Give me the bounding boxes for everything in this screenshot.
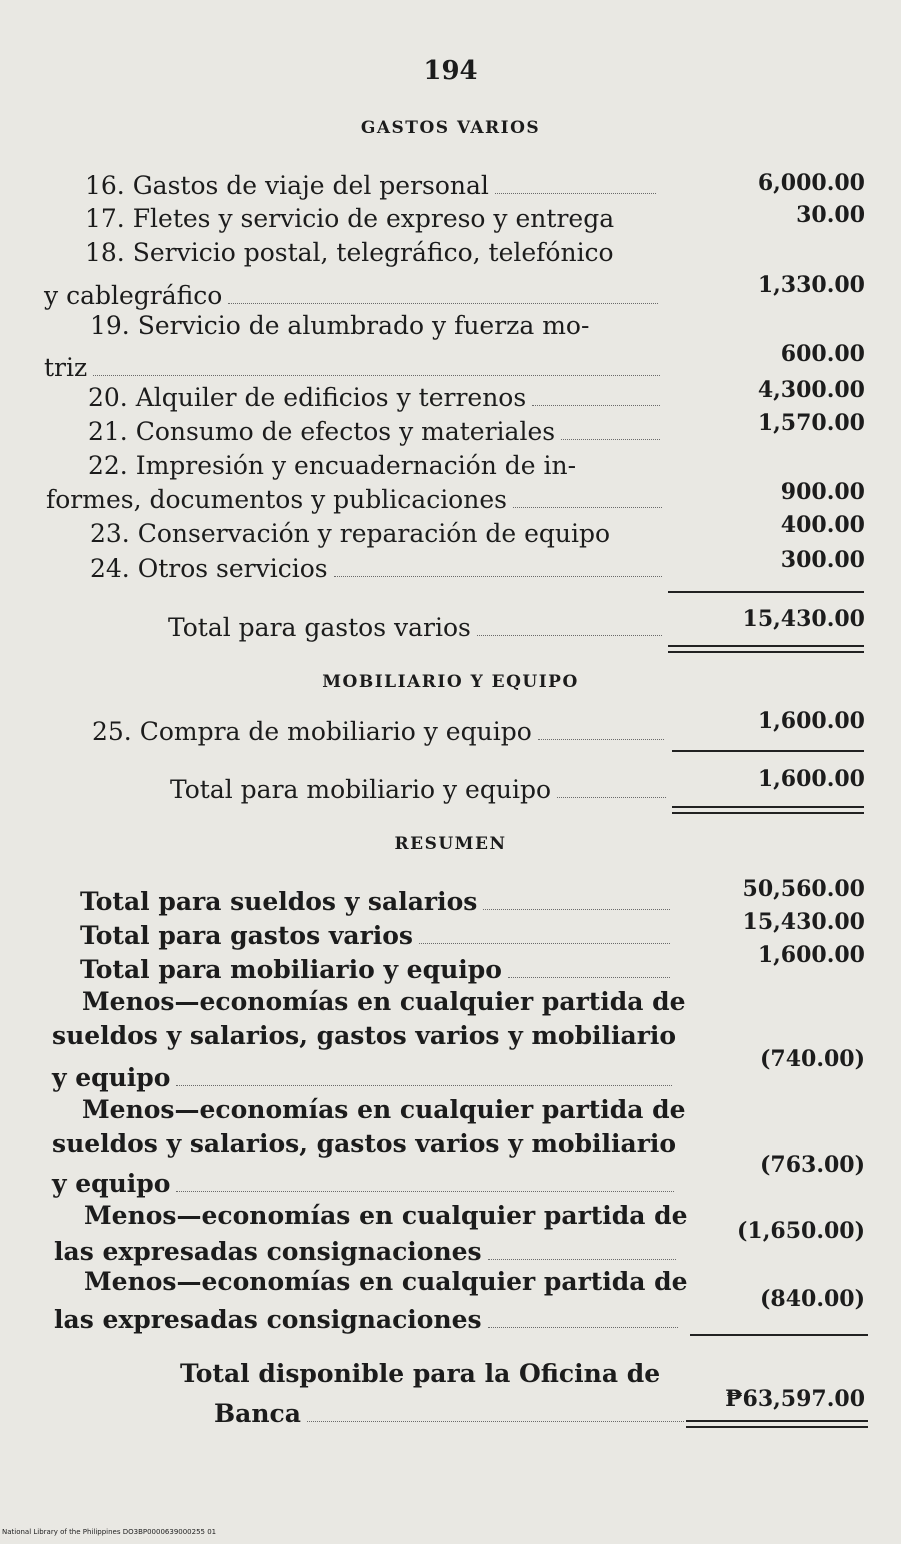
menos-2-line2 [52,1128,676,1160]
menos-3-label-1: Menos—economías en cualquier partida de [84,1201,688,1230]
resumen-mobiliario-amount: 1,600.00 [757,942,865,968]
item-22-label-1: 22. Impresión y encuadernación de in- [88,451,577,480]
item-18-line2 [44,280,662,312]
page-number: 194 [423,56,478,86]
menos-4-label-1: Menos—economías en cualquier partida de [84,1267,688,1296]
menos-1-amount: (740.00) [759,1046,865,1072]
leader-dots [513,507,662,508]
leader-dots [334,576,662,577]
leader-dots [557,797,666,798]
resumen-sueldos-amount: 50,560.00 [742,876,865,902]
item-25-label: 25. Compra de mobiliario y equipo [92,717,532,746]
leader-dots [483,909,670,910]
resumen-sueldos-label: Total para sueldos y salarios [80,887,478,916]
item-23 [90,518,610,550]
subtotal-rule [672,750,864,752]
item-22-label-2: formes, documentos y publicaciones [46,485,507,514]
leader-dots [488,1259,676,1260]
item-18-line1 [85,237,614,269]
total-disponible-line2 [214,1398,688,1430]
item-22-amount: 900.00 [780,479,865,505]
item-18-label-1: 18. Servicio postal, telegráfico, telefónico [85,238,614,267]
total-mobiliario [170,774,670,806]
resumen-mobiliario [80,954,674,986]
item-18-label-2: y cablegráfico [44,281,223,310]
item-16-label: 16. Gastos de viaje del personal [85,171,489,200]
total-gastos-label: Total para gastos varios [168,613,471,642]
scan-footer: National Library of the Philippines DO3BP0000639000255 01 [2,1528,217,1536]
menos-1-label-1: Menos—economías en cualquier partida de [82,987,686,1016]
item-23-label: 23. Conservación y reparación de equipo [90,519,611,548]
menos-3-line1 [84,1200,688,1232]
item-21-amount: 1,570.00 [757,410,865,436]
leader-dots [419,943,670,944]
item-20 [88,382,664,414]
total-disponible-label-1: Total disponible para la Oficina de [180,1359,661,1388]
total-disponible-label-2: Banca [214,1399,301,1428]
leader-dots [508,977,670,978]
item-19-amount: 600.00 [780,341,865,367]
item-19-line2 [44,352,664,384]
item-25 [92,716,668,748]
resumen-mobiliario-label: Total para mobiliario y equipo [80,955,502,984]
menos-1-label-3: y equipo [52,1063,171,1092]
item-17-label: 17. Fletes y servicio de expreso y entrega [85,204,615,233]
subtotal-rule [668,591,864,593]
total-disponible-line1 [180,1358,660,1390]
item-17 [85,203,614,235]
menos-2-amount: (763.00) [759,1152,865,1178]
resumen-gastos [80,920,674,952]
menos-2-label-2: sueldos y salarios, gastos varios y mobiliario [52,1129,677,1158]
resumen-gastos-amount: 15,430.00 [742,909,865,935]
item-16 [85,170,660,202]
section-title-resumen: RESUMEN [394,834,507,854]
item-17-amount: 30.00 [796,202,865,228]
menos-4-amount: (840.00) [759,1286,865,1312]
menos-1-line2 [52,1020,676,1052]
item-22-line1 [88,450,576,482]
menos-1-line3 [52,1062,676,1094]
leader-dots [307,1421,684,1422]
total-double-rule [686,1420,868,1428]
resumen-sueldos [80,886,674,918]
item-20-amount: 4,300.00 [757,377,865,403]
menos-1-line1 [82,986,686,1018]
item-19-label-2: triz [44,353,88,382]
menos-4-line2 [54,1304,682,1336]
item-25-amount: 1,600.00 [757,708,865,734]
section-title-mobiliario: MOBILIARIO Y EQUIPO [322,672,579,692]
menos-4-label-2: las expresadas consignaciones [54,1305,482,1334]
item-21-label: 21. Consumo de efectos y materiales [88,417,556,446]
item-19-label-1: 19. Servicio de alumbrado y fuerza mo- [90,311,590,340]
leader-dots [495,193,656,194]
menos-3-label-2: las expresadas consignaciones [54,1237,482,1266]
total-disponible-amount: ₱63,597.00 [725,1386,865,1412]
leader-dots [532,405,660,406]
leader-dots [93,375,660,376]
total-gastos [168,612,666,644]
menos-2-label-3: y equipo [52,1169,171,1198]
menos-2-label-1: Menos—economías en cualquier partida de [82,1095,686,1124]
total-gastos-amount: 15,430.00 [742,606,865,632]
menos-1-label-2: sueldos y salarios, gastos varios y mobiliario [52,1021,677,1050]
item-19-line1 [90,310,589,342]
menos-2-line1 [82,1094,686,1126]
leader-dots [176,1191,674,1192]
resumen-gastos-label: Total para gastos varios [80,921,414,950]
total-double-rule [668,645,864,653]
item-21 [88,416,664,448]
leader-dots [176,1085,672,1086]
item-23-amount: 400.00 [780,512,865,538]
menos-2-line3 [52,1168,678,1200]
leader-dots [561,439,660,440]
total-mobiliario-amount: 1,600.00 [757,766,865,792]
total-mobiliario-label: Total para mobiliario y equipo [170,775,552,804]
total-double-rule [672,806,864,814]
item-20-label: 20. Alquiler de edificios y terrenos [88,383,527,412]
item-22-line2 [46,484,666,516]
menos-3-line2 [54,1236,680,1268]
leader-dots [488,1327,678,1328]
item-18-amount: 1,330.00 [757,272,865,298]
item-24-amount: 300.00 [780,547,865,573]
item-16-amount: 6,000.00 [757,170,865,196]
section-title-gastos: GASTOS VARIOS [360,118,541,138]
subtotal-rule [690,1334,868,1336]
leader-dots [228,303,658,304]
item-24-label: 24. Otros servicios [90,554,328,583]
item-24 [90,553,666,585]
leader-dots [538,739,664,740]
menos-4-line1 [84,1266,688,1298]
leader-dots [477,635,662,636]
menos-3-amount: (1,650.00) [737,1218,865,1244]
